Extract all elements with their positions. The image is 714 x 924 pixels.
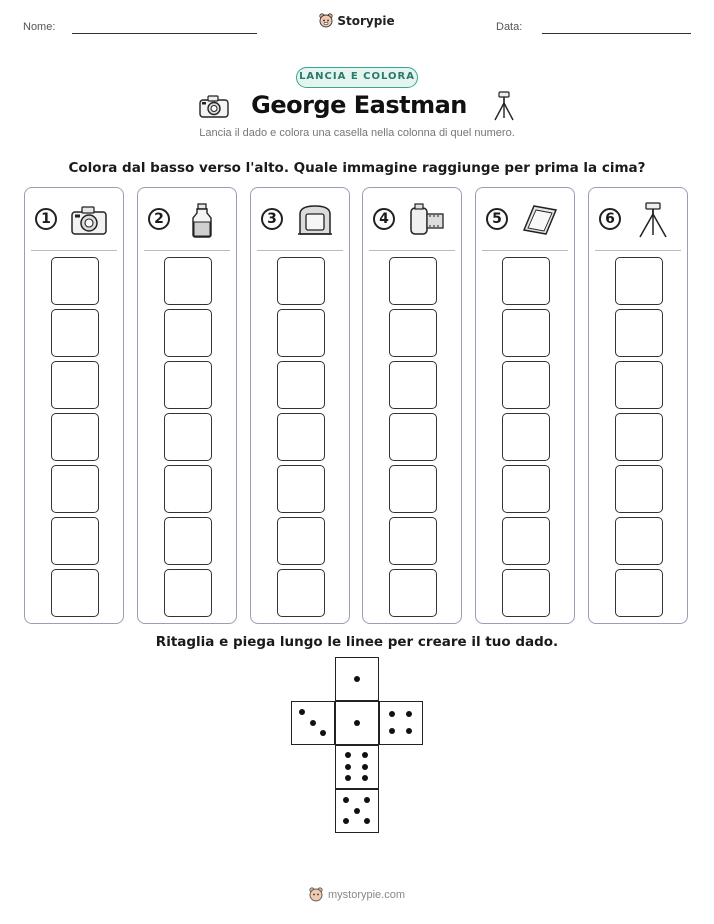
column-2 (137, 187, 237, 624)
film-roll-icon (407, 202, 447, 238)
color-cell[interactable] (502, 413, 550, 461)
dice-instruction: Ritaglia e piega lungo le linee per creare il tuo dado. (155, 634, 559, 650)
color-cell[interactable] (51, 257, 99, 305)
camera-icon (199, 94, 229, 118)
die-pip (310, 720, 316, 726)
die-pip (354, 676, 360, 682)
color-cell[interactable] (164, 309, 212, 357)
die-pip (362, 752, 368, 758)
color-cell[interactable] (502, 569, 550, 617)
column-divider (144, 250, 230, 251)
tripod-icon (633, 202, 673, 238)
color-cell[interactable] (615, 569, 663, 617)
color-cell[interactable] (277, 257, 325, 305)
brand-logo (0, 13, 714, 33)
color-cell[interactable] (502, 517, 550, 565)
die-face-6 (335, 745, 379, 789)
color-cell[interactable] (389, 413, 437, 461)
die-pip (406, 728, 412, 734)
column-1 (24, 187, 124, 624)
storypie-mascot-icon (309, 887, 323, 903)
color-cell[interactable] (51, 413, 99, 461)
color-cell[interactable] (615, 413, 663, 461)
color-cell[interactable] (615, 517, 663, 565)
column-number: 2 (148, 208, 170, 230)
footer-site: mystorypie.com (327, 889, 406, 901)
footer (0, 887, 714, 907)
die-pip (343, 797, 349, 803)
color-cell[interactable] (615, 257, 663, 305)
die-pip (406, 711, 412, 717)
color-cell[interactable] (164, 517, 212, 565)
color-cell[interactable] (615, 309, 663, 357)
question-text: Colora dal basso verso l'alto. Quale immagine raggiunge per prima la cima? (68, 160, 646, 176)
color-cell[interactable] (389, 465, 437, 513)
color-cell[interactable] (615, 361, 663, 409)
column-number: 4 (373, 208, 395, 230)
activity-badge: LANCIA E COLORA (296, 67, 418, 88)
storypie-mascot-icon (319, 13, 333, 29)
column-6 (588, 187, 688, 624)
darkroom-icon (295, 202, 335, 238)
column-header (138, 200, 236, 240)
die-pip (345, 764, 351, 770)
date-line[interactable] (542, 33, 691, 34)
color-cell[interactable] (389, 361, 437, 409)
column-number: 1 (35, 208, 57, 230)
color-cell[interactable] (51, 517, 99, 565)
die-pip (343, 818, 349, 824)
title-text: George Eastman (251, 91, 467, 119)
color-cell[interactable] (389, 257, 437, 305)
column-header (589, 200, 687, 240)
die-face-3 (291, 701, 335, 745)
color-cell[interactable] (277, 361, 325, 409)
color-cell[interactable] (277, 413, 325, 461)
die-pip (362, 775, 368, 781)
die-pip (364, 818, 370, 824)
brand-name: Storypie (337, 14, 395, 28)
color-cell[interactable] (502, 257, 550, 305)
column-divider (482, 250, 568, 251)
column-header (25, 200, 123, 240)
color-cell[interactable] (164, 257, 212, 305)
column-header (363, 200, 461, 240)
tripod-icon (493, 91, 515, 121)
die-pip (362, 764, 368, 770)
column-header (476, 200, 574, 240)
die-pip (389, 728, 395, 734)
color-cell[interactable] (164, 361, 212, 409)
die-pip (320, 730, 326, 736)
die-pip (389, 711, 395, 717)
die-pip (364, 797, 370, 803)
column-header (251, 200, 349, 240)
color-cell[interactable] (502, 465, 550, 513)
color-cell[interactable] (277, 517, 325, 565)
column-4 (362, 187, 462, 624)
column-number: 3 (261, 208, 283, 230)
color-cell[interactable] (164, 465, 212, 513)
column-divider (369, 250, 455, 251)
column-divider (595, 250, 681, 251)
die-face-1 (335, 657, 379, 701)
column-5 (475, 187, 575, 624)
column-number: 6 (599, 208, 621, 230)
die-pip (354, 808, 360, 814)
die-pip (299, 709, 305, 715)
color-cell[interactable] (277, 465, 325, 513)
color-cell[interactable] (615, 465, 663, 513)
date-label: Data: (496, 21, 523, 33)
column-number: 5 (486, 208, 508, 230)
die-pip (345, 775, 351, 781)
color-cell[interactable] (389, 517, 437, 565)
color-cell[interactable] (502, 361, 550, 409)
die-face-5 (335, 789, 379, 833)
die-pip (354, 720, 360, 726)
color-cell[interactable] (277, 569, 325, 617)
photo-plate-icon (520, 202, 560, 238)
color-cell[interactable] (164, 413, 212, 461)
color-cell[interactable] (502, 309, 550, 357)
color-cell[interactable] (51, 569, 99, 617)
column-3 (250, 187, 350, 624)
color-cell[interactable] (164, 569, 212, 617)
subtitle: Lancia il dado e colora una casella nella colonna di quel numero. (199, 127, 515, 139)
name-line[interactable] (72, 33, 257, 34)
page-title (0, 91, 714, 121)
die-face-4 (379, 701, 423, 745)
color-cell[interactable] (277, 309, 325, 357)
name-label: Nome: (23, 21, 56, 33)
column-divider (31, 250, 117, 251)
color-cell[interactable] (389, 569, 437, 617)
color-cell[interactable] (51, 361, 99, 409)
color-cell[interactable] (389, 309, 437, 357)
die-face-1 (335, 701, 379, 745)
color-cell[interactable] (51, 465, 99, 513)
bottle-icon (182, 202, 222, 238)
color-cell[interactable] (51, 309, 99, 357)
camera-icon (69, 202, 109, 238)
die-pip (345, 752, 351, 758)
column-divider (257, 250, 343, 251)
